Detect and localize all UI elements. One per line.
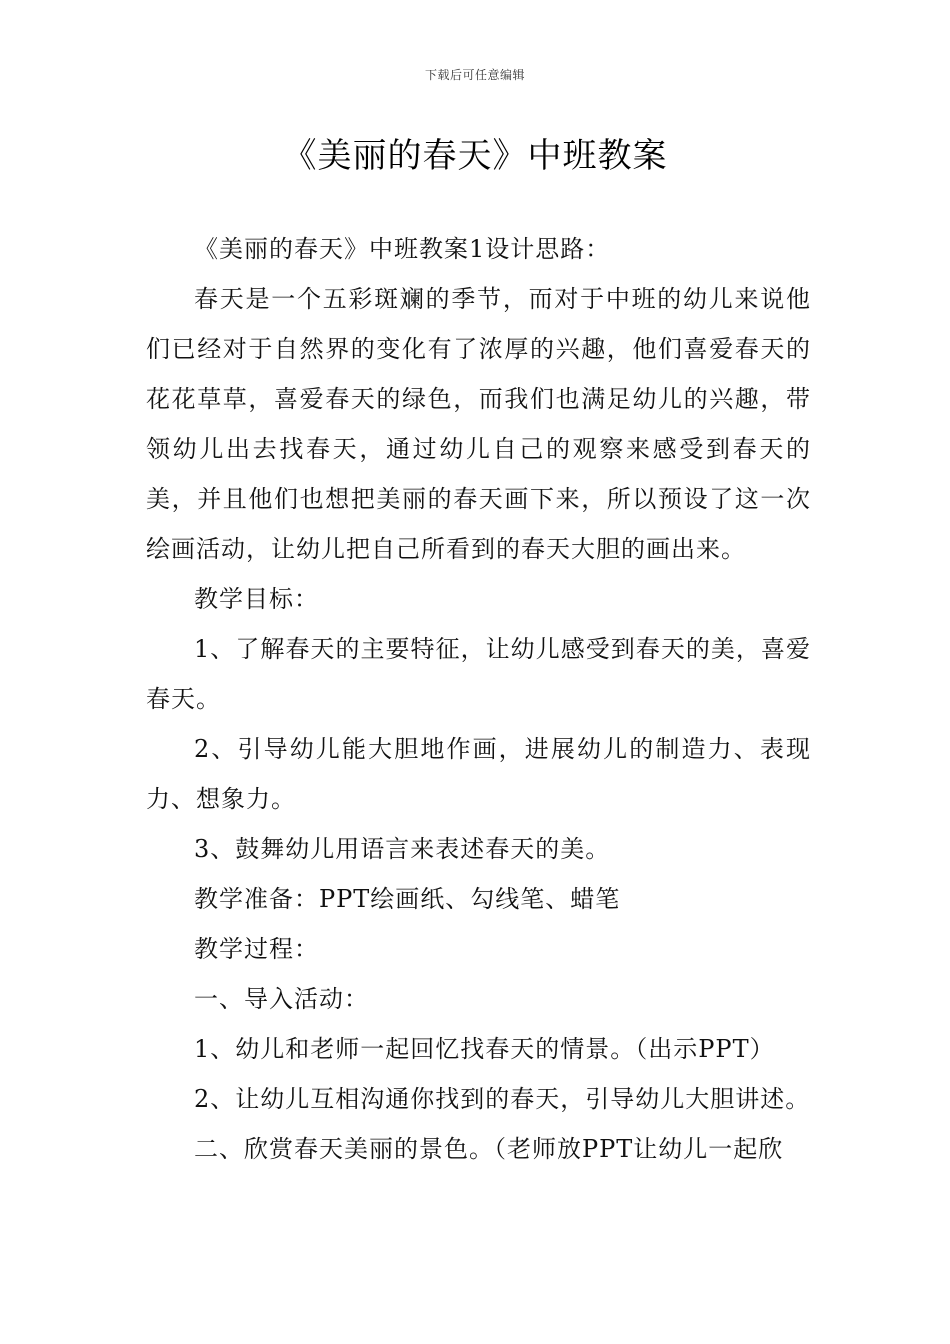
paragraph-step-1-item-2: 2、让幼儿互相沟通你找到的春天，引导幼儿大胆讲述。 [194,1085,811,1113]
paragraph-process-heading: 教学过程： [194,935,319,963]
paragraph-preparation: 教学准备：PPT绘画纸、勾线笔、蜡笔 [194,885,621,913]
paragraph-step-2-heading: 二、欣赏春天美丽的景色。（老师放PPT让幼儿一起欣 [194,1135,784,1163]
paragraph-goal-1: 1、了解春天的主要特征，让幼儿感受到春天的美，喜爱春天。 [146,635,811,713]
paragraph-goals-heading: 教学目标： [194,585,319,613]
paragraph-design-heading: 《美丽的春天》中班教案1设计思路： [194,235,611,263]
document-title: 《美丽的春天》中班教案 [282,136,668,176]
paragraph-goal-3: 3、鼓舞幼儿用语言来表述春天的美。 [194,835,611,863]
page-header-note: 下载后可任意编辑 [424,68,525,82]
document-body [146,224,811,1174]
paragraph-goal-2: 2、引导幼儿能大胆地作画，进展幼儿的制造力、表现力、想象力。 [146,735,811,813]
paragraph-design-thoughts: 春天是一个五彩斑斓的季节，而对于中班的幼儿来说他们已经对于自然界的变化有了浓厚的兴趣，他们喜爱春天的花花草草，喜爱春天的绿色，而我们也满足幼儿的兴趣，带领幼儿出去找春天，通过幼儿自己的观察来感受到春天的美，并且他们也想把美丽的春天画下来，所以预设了这一次绘画活动，让幼儿把自己所看到的春天大胆的画出来。 [146,285,811,563]
paragraph-step-1-heading: 一、导入活动： [194,985,369,1013]
paragraph-step-1-item-1: 1、幼儿和老师一起回忆找春天的情景。（出示PPT） [194,1035,775,1063]
